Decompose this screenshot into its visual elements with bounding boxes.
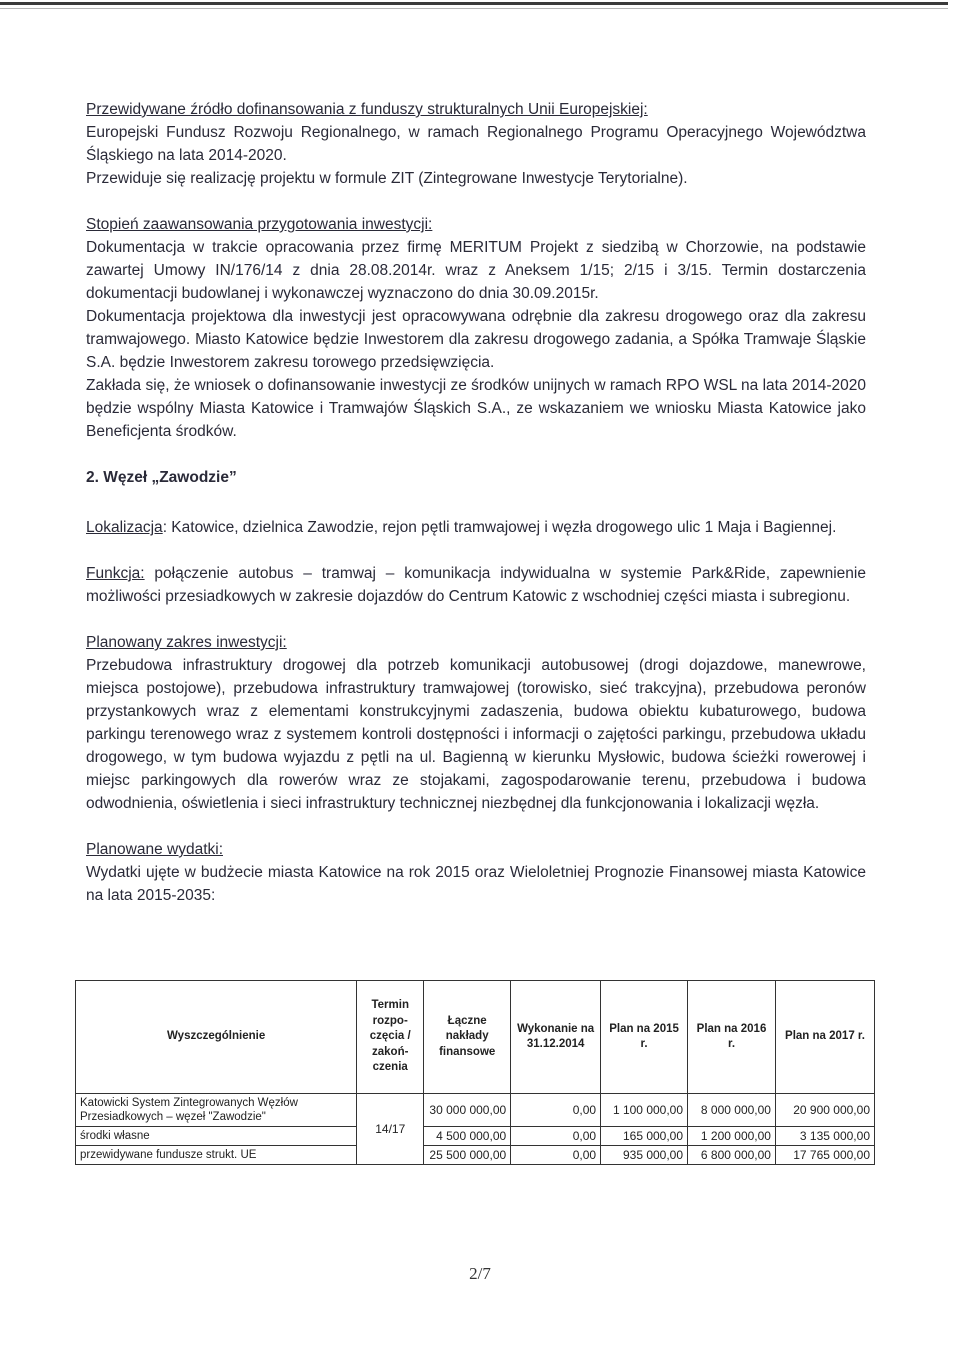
cell-plan-2016: 1 200 000,00 (688, 1127, 776, 1146)
cell-done: 0,00 (511, 1146, 601, 1165)
preparation-heading: Stopień zaawansowania przygotowania inwestycji: (86, 216, 433, 233)
preparation-para2: Dokumentacja projektowa dla inwestycji jest opracowywana odrębnie dla zakresu drogowego oraz dla zakresu tramwajowego. Miasto Katowice będzie Inwestorem dla zakresu drogowego zadania, a Spółka Tramwaje Śląskie S.A. będzie Inwestorem zakresu torowego przedsięwzięcia. (86, 308, 866, 371)
header-done: Wykonanie na 31.12.2014 (511, 981, 601, 1094)
cell-done: 0,00 (511, 1127, 601, 1146)
location-text: : Katowice, dzielnica Zawodzie, rejon pętli tramwajowej i węzła drogowego ulic 1 Maja i Bagiennej. (162, 519, 837, 536)
cell-plan-2016: 6 800 000,00 (688, 1146, 776, 1165)
page-number: 2/7 (469, 1264, 491, 1283)
row-label: przewidywane fundusze strukt. UE (76, 1146, 357, 1165)
funding-source-para1: Europejski Fundusz Rozwoju Regionalnego, w ramach Regionalnego Programu Operacyjnego Województwa Śląskiego na lata 2014-2020. (86, 124, 866, 164)
cell-plan-2017: 17 765 000,00 (775, 1146, 874, 1165)
header-name: Wyszczególnienie (76, 981, 357, 1094)
top-border-line (0, 2, 948, 5)
header-plan-2017: Plan na 2017 r. (775, 981, 874, 1094)
scope-text: Przebudowa infrastruktury drogowej dla potrzeb komunikacji autobusowej (drogi dojazdowe, manewrowe, miejsca postojowe), przebudowa infrastruktury tramwajowej (torowisko, sieć trakcyjna), przebudowa peronów przystankowych wraz z elementami konstrukcyjnymi zadaszenia, budowa obiektu kubaturowego, budowa parkingu terenowego wraz z systemem kontroli dostępności i informacji o zajętości parkingu, przebudowa układu drogowego, w tym budowa wyjazdu z pętli na ul. Bagienną w kierunku Mysłowic, budowa ścieżki rowerowej i miejsc parkingowych dla rowerów wraz ze stojakami, zagospodarowanie terenu, przebudowa i budowa odwodnienia, oświetlenia i sieci infrastruktury technicznej niezbędnej dla funkcjonowania i lokalizacji węzła. (86, 657, 866, 812)
expenses-heading: Planowane wydatki: (86, 841, 223, 858)
location-label: Lokalizacja (86, 519, 163, 536)
expenses-text: Wydatki ujęte w budżecie miasta Katowice na rok 2015 oraz Wieloletniej Prognozie Finansowej miasta Katowice na lata 2015-2035: (86, 864, 866, 904)
cell-total: 4 500 000,00 (424, 1127, 511, 1146)
header-plan-2015: Plan na 2015 r. (601, 981, 688, 1094)
cell-plan-2015: 935 000,00 (601, 1146, 688, 1165)
budget-table (75, 980, 875, 1165)
row-label: Katowicki System Zintegrowanych Węzłów Przesiadkowych – węzeł "Zawodzie" (76, 1094, 357, 1127)
funding-source-heading: Przewidywane źródło dofinansowania z funduszy strukturalnych Unii Europejskiej: (86, 101, 648, 118)
table-row (76, 1094, 875, 1127)
row-label: środki własne (76, 1127, 357, 1146)
header-total: Łączne nakłady finansowe (424, 981, 511, 1094)
preparation-para3: Zakłada się, że wniosek o dofinansowanie inwestycji ze środków unijnych w ramach RPO WSL na lata 2014-2020 będzie wspólny Miasta Katowice i Tramwajów Śląskich S.A., ze wskazaniem we wniosku Miasta Katowice jako Beneficjenta środków. (86, 377, 866, 440)
cell-plan-2015: 165 000,00 (601, 1127, 688, 1146)
function-label: Funkcja: (86, 565, 145, 582)
funding-source-para2: Przewiduje się realizację projektu w formule ZIT (Zintegrowane Inwestycje Terytorialne). (86, 170, 688, 187)
preparation-para1: Dokumentacja w trakcie opracowania przez firmę MERITUM Projekt z siedzibą w Chorzowie, na podstawie zawartej Umowy IN/176/14 z dnia 28.08.2014r. wraz z Aneksem 1/15; 2/15 i 3/15. Termin dostarczenia dokumentacji budowlanej i wykonawczej wyznaczono do dnia 30.09.2015r. (86, 239, 866, 302)
cell-plan-2017: 20 900 000,00 (775, 1094, 874, 1127)
cell-done: 0,00 (511, 1094, 601, 1127)
cell-plan-2016: 8 000 000,00 (688, 1094, 776, 1127)
function-paragraph (86, 562, 866, 608)
function-text: połączenie autobus – tramwaj – komunikacja indywidualna w systemie Park&Ride, zapewnienie możliwości przesiadkowych w zakresie dojazdów do Centrum Katowic z wschodniej części miasta i subregionu. (86, 565, 866, 605)
cell-plan-2015: 1 100 000,00 (601, 1094, 688, 1127)
cell-total: 25 500 000,00 (424, 1146, 511, 1165)
node-title: 2. Węzeł „Zawodzie” (86, 469, 237, 486)
location-paragraph (86, 516, 866, 539)
term-value: 14/17 (357, 1094, 424, 1165)
top-border-line-thin (0, 8, 948, 9)
cell-plan-2017: 3 135 000,00 (775, 1127, 874, 1146)
table-header-row (76, 981, 875, 1094)
cell-total: 30 000 000,00 (424, 1094, 511, 1127)
table-row (76, 1127, 875, 1146)
header-term: Termin rozpo-częcia / zakoń-czenia (357, 981, 424, 1094)
document-body (86, 98, 866, 907)
table-row (76, 1146, 875, 1165)
header-plan-2016: Plan na 2016 r. (688, 981, 776, 1094)
scope-heading: Planowany zakres inwestycji: (86, 634, 287, 651)
